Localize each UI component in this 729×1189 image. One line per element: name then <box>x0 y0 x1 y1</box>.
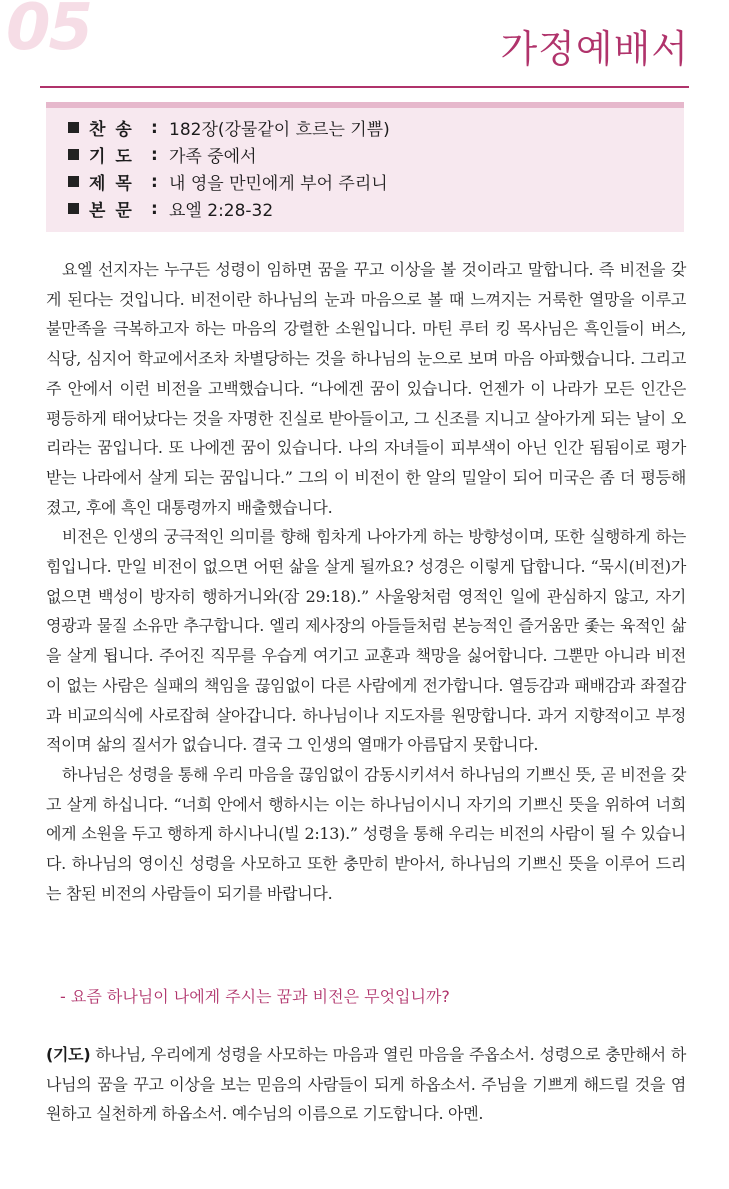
prayer-text: 하나님, 우리에게 성령을 사모하는 마음과 열린 마음을 주옵소서. 성령으로 충만해서 하나님의 꿈을 꾸고 이상을 보는 믿음의 사람들이 되게 하옵소서. 주님을 기쁘게 해드릴 것을 염원하고 실천하게 하옵소서. 예수님의 이름으로 기도합니다. 아멘. <box>46 1045 686 1124</box>
info-value: 내 영을 만민에게 부어 주리니 <box>169 174 388 194</box>
info-colon: : <box>151 198 158 219</box>
info-colon: : <box>151 117 158 138</box>
body-paragraph: 요엘 선지자는 누구든 성령이 임하면 꿈을 꾸고 이상을 볼 것이라고 말합니다. 즉 비전을 갖게 된다는 것입니다. 비전이란 하나님의 눈과 마음으로 볼 때 느껴지는 거룩한 열망을 이루고 불만족을 극복하고자 하는 마음의 강렬한 소원입니다. 마틴 루터 킹 목사님은 흑인들이 버스, 식당, 심지어 학교에서조차 차별당하는 것을 하나님의 눈으로 보며 마음 아파했습니다. 그리고 주 안에서 이런 비전을 고백했습니다. “나에겐 꿈이 있습니다. 언젠가 이 나라가 모든 인간은 평등하게 태어났다는 것을 자명한 진실로 받아들이고, 그 신조를 지니고 살아가게 되는 날이 오리라는 꿈입니다. 또 나에겐 꿈이 있습니다. 나의 자녀들이 피부색이 아닌 인간 됨됨이로 평가받는 나라에서 살게 되는 꿈입니다.” 그의 이 비전이 한 알의 밀알이 되어 미국은 좀 더 평등해졌고, 후에 흑인 대통령까지 배출했습니다. <box>46 260 686 517</box>
page-header <box>0 0 729 90</box>
body-paragraph: 하나님은 성령을 통해 우리 마음을 끊임없이 감동시키셔서 하나님의 기쁘신 뜻, 곧 비전을 갖고 살게 하십니다. “너희 안에서 행하시는 이는 하나님이시니 자기의 기쁘신 뜻을 위하여 너희에게 소원을 두고 행하게 하시나니(빌 2:13).” 성령을 통해 우리는 비전의 사람이 될 수 있습니다. 하나님의 영이신 성령을 사모하고 또한 충만히 받아서, 하나님의 기쁘신 뜻을 이루어 드리는 참된 비전의 사람들이 되기를 바랍니다. <box>46 764 686 903</box>
chapter-number: 05 <box>6 0 92 65</box>
square-bullet-icon <box>68 203 79 214</box>
sermon-body <box>46 255 686 908</box>
info-label: 본문 <box>89 201 142 221</box>
info-value: 가족 중에서 <box>169 147 257 167</box>
square-bullet-icon <box>68 149 79 160</box>
square-bullet-icon <box>68 176 79 187</box>
info-colon: : <box>151 144 158 165</box>
prayer-label: (기도) <box>46 1045 91 1064</box>
info-row-scripture <box>68 195 390 222</box>
info-label: 찬송 <box>89 120 142 140</box>
header-divider <box>40 86 689 88</box>
info-row-subject <box>68 168 390 195</box>
page-title: 가정예배서 <box>500 27 689 71</box>
info-label: 제목 <box>89 174 142 194</box>
closing-prayer <box>46 1040 686 1129</box>
info-value: 요엘 2:28-32 <box>169 201 274 221</box>
info-value: 182장(강물같이 흐르는 기쁨) <box>169 120 390 140</box>
reflection-question: - 요즘 하나님이 나에게 주시는 꿈과 비전은 무엇입니까? <box>60 987 450 1006</box>
info-colon: : <box>151 171 158 192</box>
info-list <box>68 114 390 222</box>
body-paragraph: 비전은 인생의 궁극적인 의미를 향해 힘차게 나아가게 하는 방향성이며, 또한 실행하게 하는 힘입니다. 만일 비전이 없으면 어떤 삶을 살게 될까요? 성경은 이렇게 답합니다. “묵시(비전)가 없으면 백성이 방자히 행하거니와(잠 29:18).” 사울왕처럼 영적인 일에 관심하지 않고, 자기 영광과 물질 소유만 추구합니다. 엘리 제사장의 아들들처럼 본능적인 즐거움만 좇는 육적인 삶을 살게 됩니다. 주어진 직무를 우습게 여기고 교훈과 책망을 싫어합니다. 그뿐만 아니라 비전이 없는 사람은 실패의 책임을 끊임없이 다른 사람에게 전가합니다. 열등감과 패배감과 좌절감과 비교의식에 사로잡혀 살아갑니다. 하나님이나 지도자를 원망합니다. 과거 지향적이고 부정적이며 삶의 질서가 없습니다. 결국 그 인생의 열매가 아름답지 못합니다. <box>46 527 686 755</box>
info-row-hymn <box>68 114 390 141</box>
info-label: 기도 <box>89 147 142 167</box>
info-row-prayer <box>68 141 390 168</box>
square-bullet-icon <box>68 122 79 133</box>
